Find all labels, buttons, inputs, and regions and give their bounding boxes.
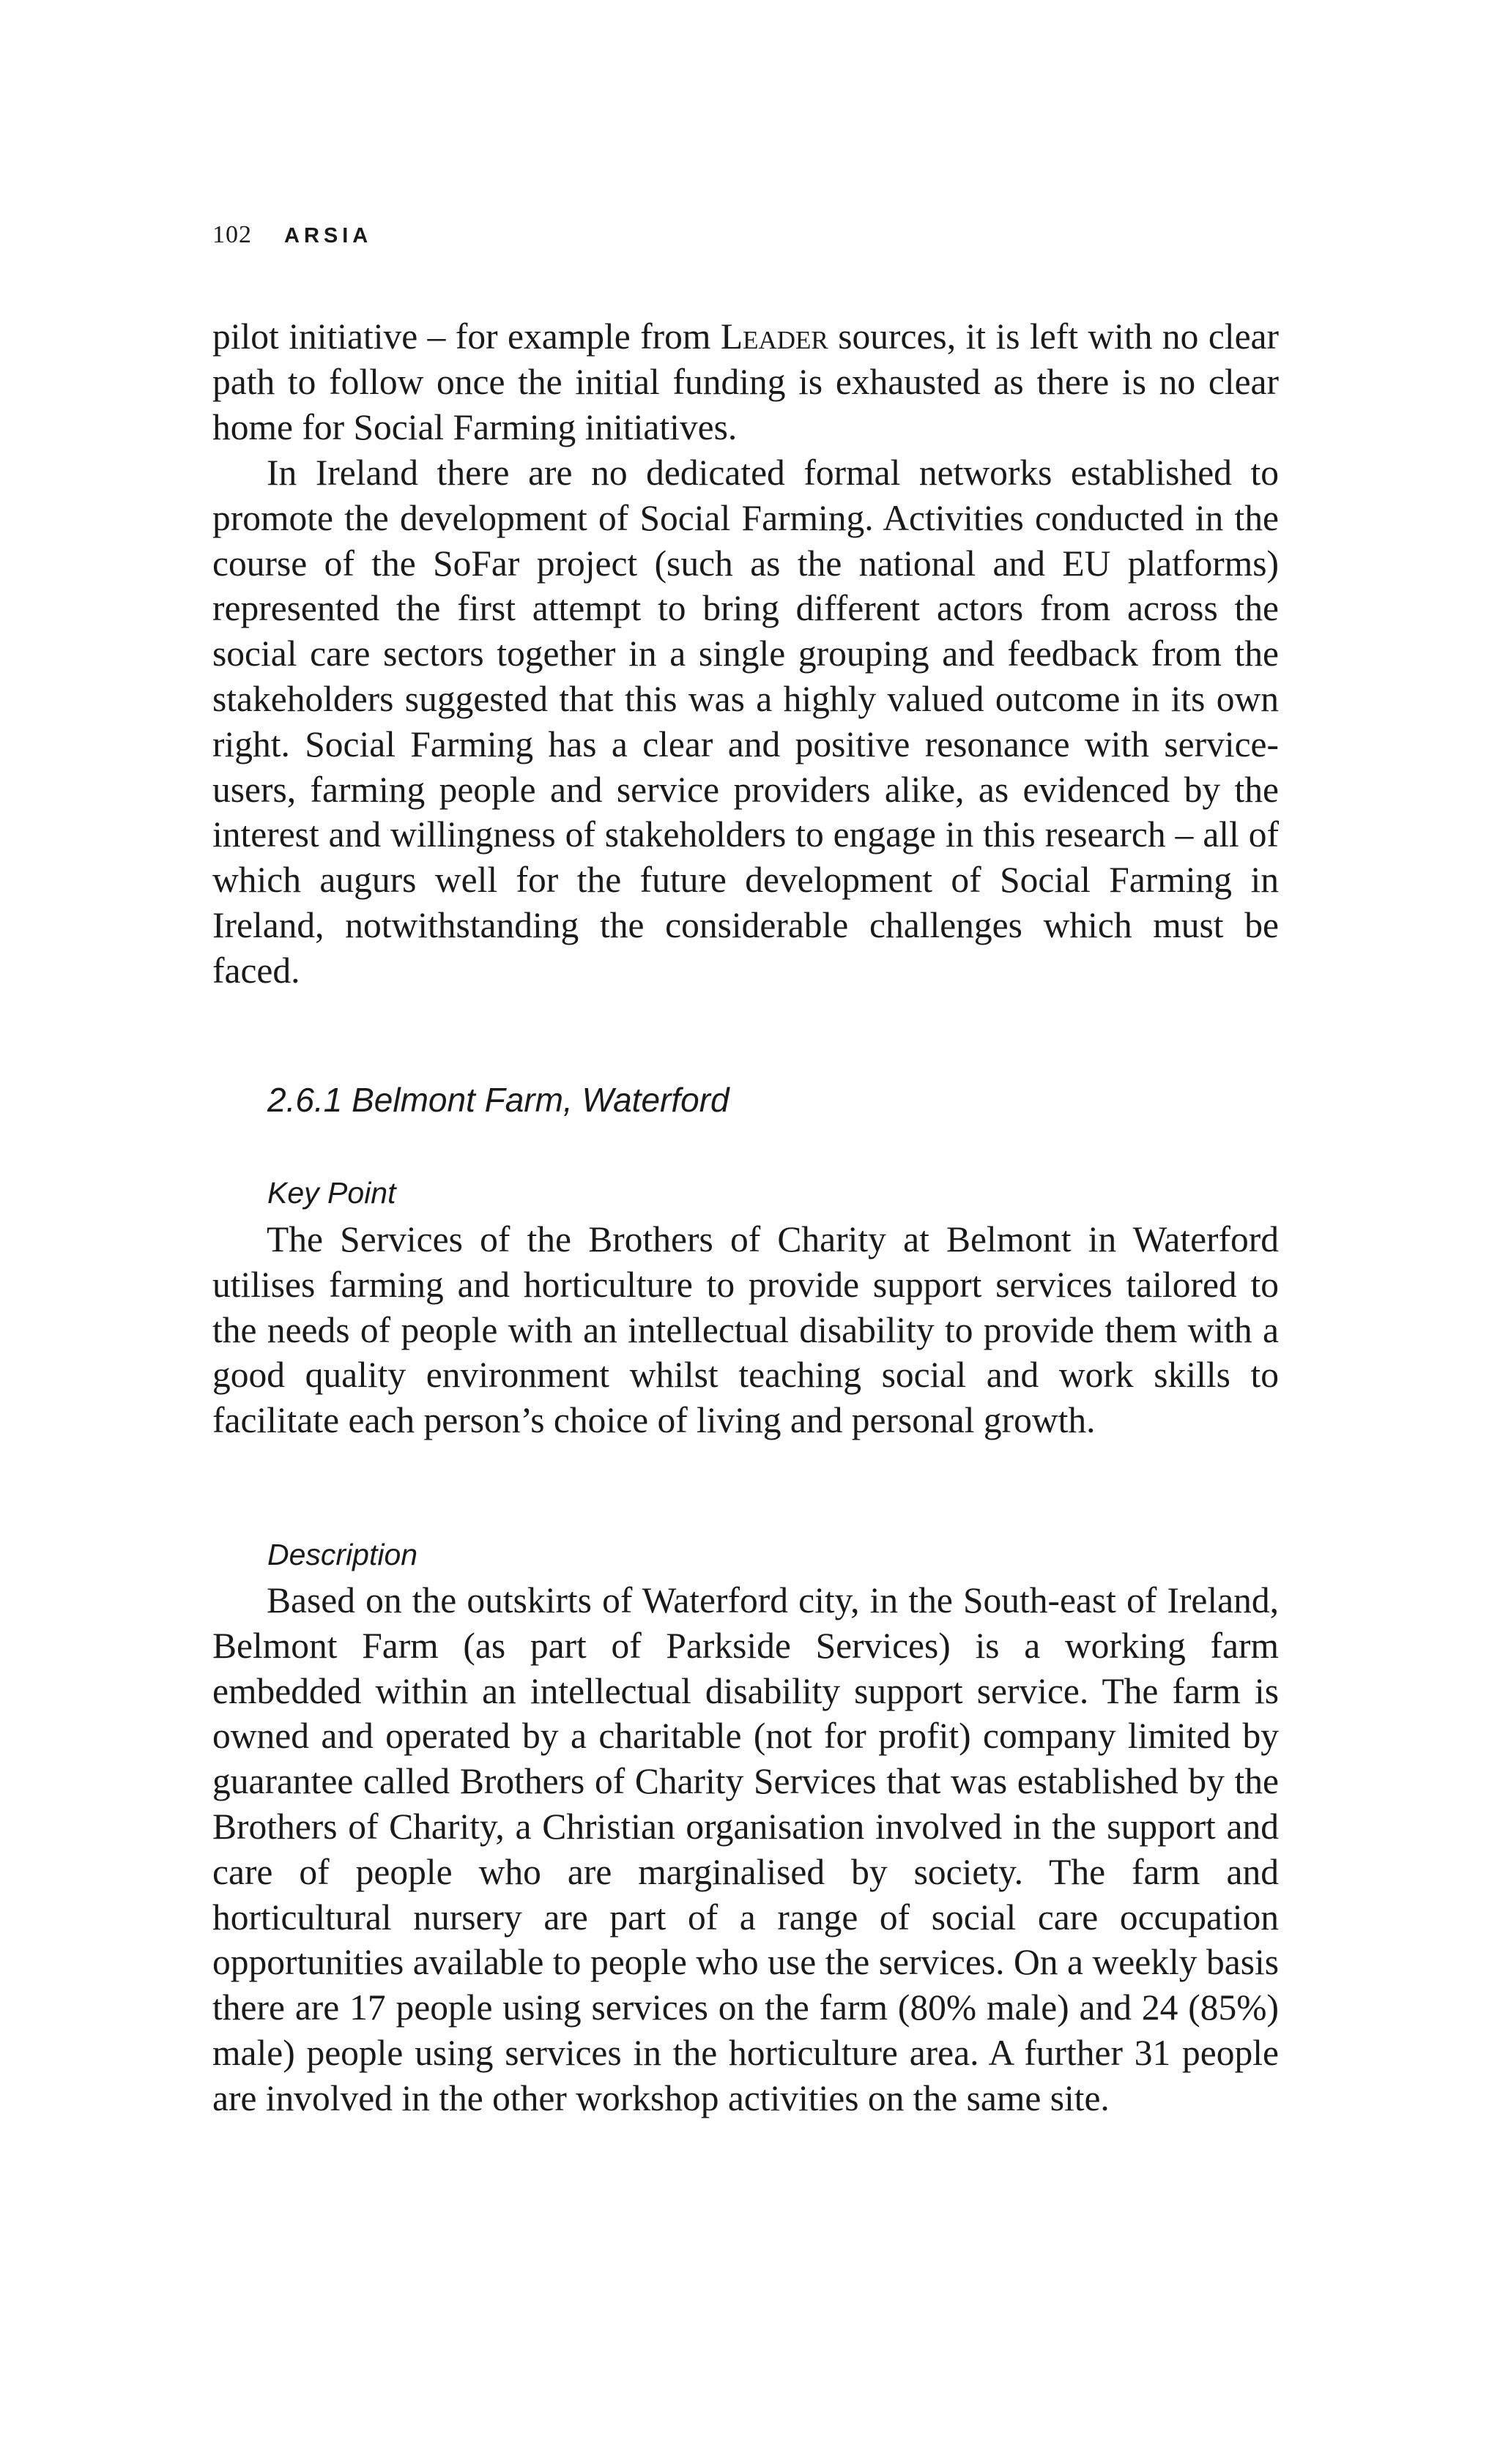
description-heading: Description	[267, 1538, 418, 1571]
key-point-paragraph: The Services of the Brothers of Charity at Belmont in Waterford utilises farming and horticulture to provide support services tailored to the needs of people with an intellectual disability to provide them with a good quality environment whilst teaching social and work skills to facilitate each person’s choice of living and personal growth.	[212, 1219, 1279, 1441]
leader-smallcaps: Leader	[720, 316, 828, 357]
key-point-heading: Key Point	[267, 1176, 396, 1210]
journal-name: ARSIA	[284, 224, 373, 247]
paragraph-text-end: sources, it is left with no clear path to follow once the initial funding is exhausted as there is no clear home for Social Farming initiatives.	[212, 316, 1279, 447]
page-number: 102	[212, 221, 252, 248]
running-head	[212, 221, 372, 258]
paragraph-continuation	[212, 314, 1279, 450]
paragraph-networks: In Ireland there are no dedicated formal networks established to promote the development of Social Farming. Activities conducted in the course of the SoFar project (such as the national and EU platforms) represented the first attempt to bring different actors from across the social care sectors together in a single grouping and feedback from the stakeholders suggested that this was a highly valued outcome in its own right. Social Farming has a clear and positive resonance with service-users, farming people and service providers alike, as evidenced by the interest and willingness of stakeholders to engage in this research – all of which augurs well for the future development of Social Farming in Ireland, notwithstanding the considerable challenges which must be faced.	[212, 453, 1279, 991]
section-heading: 2.6.1 Belmont Farm, Waterford	[267, 1081, 729, 1119]
description-paragraph: Based on the outskirts of Waterford city, in the South-east of Ireland, Belmont Farm (as part of Parkside Services) is a working farm embedded within an intellectual disability support service. The farm is owned and operated by a charitable (not for profit) company limited by guarantee called Brothers of Charity Services that was established by the Brothers of Charity, a Christian organisation involved in the support and care of people who are marginalised by society. The farm and horticultural nursery are part of a range of social care occupation opportunities available to people who use the services. On a weekly basis there are 17 people using services on the farm (80% male) and 24 (85%) male) people using services in the horticulture area. A further 31 people are involved in the other workshop activities on the same site.	[212, 1580, 1279, 2118]
paragraph-text-start: pilot initiative – for example from	[212, 316, 721, 357]
